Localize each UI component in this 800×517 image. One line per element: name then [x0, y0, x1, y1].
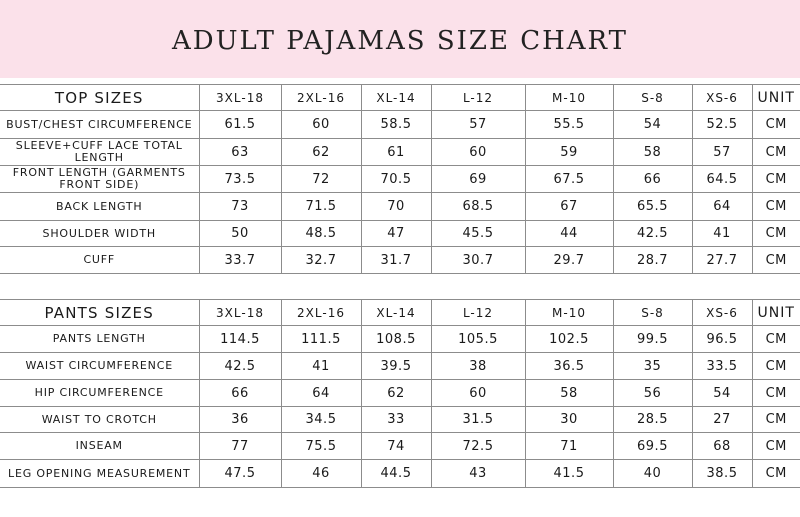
measurement-value: 66 [199, 380, 281, 407]
measurement-value: 108.5 [361, 326, 431, 353]
measurement-value: 114.5 [199, 326, 281, 353]
size-header: XL-14 [361, 300, 431, 326]
measurement-label: BUST/CHEST CIRCUMFERENCE [0, 111, 199, 139]
pants-header-label: PANTS SIZES [0, 300, 199, 326]
measurement-value: 68.5 [431, 193, 525, 221]
unit-cell: CM [752, 221, 800, 247]
measurement-value: 70 [361, 193, 431, 221]
measurement-label: INSEAM [0, 433, 199, 460]
measurement-value: 63 [199, 139, 281, 166]
measurement-value: 47 [361, 221, 431, 247]
measurement-value: 40 [613, 460, 692, 488]
unit-cell: CM [752, 433, 800, 460]
measurement-value: 68 [692, 433, 752, 460]
measurement-value: 36.5 [525, 353, 613, 380]
unit-cell: CM [752, 326, 800, 353]
measurement-value: 39.5 [361, 353, 431, 380]
measurement-value: 38 [431, 353, 525, 380]
table-row [0, 433, 800, 460]
measurement-value: 48.5 [281, 221, 361, 247]
table-row [0, 166, 800, 193]
measurement-value: 71.5 [281, 193, 361, 221]
measurement-value: 28.5 [613, 407, 692, 433]
measurement-value: 99.5 [613, 326, 692, 353]
measurement-value: 60 [431, 139, 525, 166]
measurement-value: 105.5 [431, 326, 525, 353]
size-header: XL-14 [361, 85, 431, 111]
measurement-value: 42.5 [613, 221, 692, 247]
measurement-value: 57 [692, 139, 752, 166]
measurement-label: PANTS LENGTH [0, 326, 199, 353]
measurement-value: 67 [525, 193, 613, 221]
measurement-label: FRONT LENGTH (GARMENTS FRONT SIDE) [0, 166, 199, 193]
size-header: M-10 [525, 85, 613, 111]
table-row [0, 193, 800, 221]
measurement-value: 50 [199, 221, 281, 247]
size-header: L-12 [431, 85, 525, 111]
measurement-value: 56 [613, 380, 692, 407]
measurement-value: 33.5 [692, 353, 752, 380]
unit-cell: CM [752, 193, 800, 221]
measurement-value: 72 [281, 166, 361, 193]
measurement-value: 47.5 [199, 460, 281, 488]
top-header-label: TOP SIZES [0, 85, 199, 111]
measurement-value: 45.5 [431, 221, 525, 247]
measurement-value: 71 [525, 433, 613, 460]
unit-cell: CM [752, 460, 800, 488]
measurement-value: 58.5 [361, 111, 431, 139]
measurement-value: 67.5 [525, 166, 613, 193]
measurement-value: 65.5 [613, 193, 692, 221]
measurement-value: 60 [281, 111, 361, 139]
measurement-label: SHOULDER WIDTH [0, 221, 199, 247]
measurement-value: 60 [431, 380, 525, 407]
table-row [0, 111, 800, 139]
size-header: 2XL-16 [281, 300, 361, 326]
unit-cell: CM [752, 407, 800, 433]
measurement-value: 30.7 [431, 247, 525, 274]
measurement-value: 27.7 [692, 247, 752, 274]
measurement-value: 111.5 [281, 326, 361, 353]
top-sizes-table [0, 84, 800, 274]
unit-cell: CM [752, 380, 800, 407]
measurement-value: 31.5 [431, 407, 525, 433]
measurement-value: 61 [361, 139, 431, 166]
measurement-value: 32.7 [281, 247, 361, 274]
unit-cell: CM [752, 166, 800, 193]
table-row [0, 326, 800, 353]
measurement-value: 72.5 [431, 433, 525, 460]
size-header: XS-6 [692, 300, 752, 326]
measurement-value: 62 [361, 380, 431, 407]
pants-header-row [0, 300, 800, 326]
measurement-value: 41 [281, 353, 361, 380]
measurement-value: 96.5 [692, 326, 752, 353]
measurement-value: 64.5 [692, 166, 752, 193]
size-header: 3XL-18 [199, 85, 281, 111]
measurement-value: 73 [199, 193, 281, 221]
measurement-value: 43 [431, 460, 525, 488]
measurement-value: 55.5 [525, 111, 613, 139]
measurement-label: HIP CIRCUMFERENCE [0, 380, 199, 407]
unit-cell: CM [752, 111, 800, 139]
measurement-value: 33 [361, 407, 431, 433]
measurement-value: 52.5 [692, 111, 752, 139]
measurement-label: SLEEVE+CUFF LACE TOTAL LENGTH [0, 139, 199, 166]
measurement-value: 59 [525, 139, 613, 166]
measurement-value: 57 [431, 111, 525, 139]
size-header: S-8 [613, 85, 692, 111]
measurement-value: 64 [281, 380, 361, 407]
measurement-value: 30 [525, 407, 613, 433]
table-row [0, 221, 800, 247]
unit-header: UNIT [752, 85, 800, 111]
table-row [0, 353, 800, 380]
measurement-value: 62 [281, 139, 361, 166]
measurement-value: 38.5 [692, 460, 752, 488]
measurement-value: 29.7 [525, 247, 613, 274]
measurement-label: BACK LENGTH [0, 193, 199, 221]
measurement-value: 77 [199, 433, 281, 460]
measurement-label: LEG OPENING MEASUREMENT [0, 460, 199, 488]
measurement-value: 44 [525, 221, 613, 247]
size-header: S-8 [613, 300, 692, 326]
measurement-label: WAIST CIRCUMFERENCE [0, 353, 199, 380]
size-header: M-10 [525, 300, 613, 326]
measurement-value: 42.5 [199, 353, 281, 380]
measurement-value: 70.5 [361, 166, 431, 193]
measurement-value: 54 [692, 380, 752, 407]
measurement-value: 36 [199, 407, 281, 433]
measurement-value: 73.5 [199, 166, 281, 193]
measurement-value: 41 [692, 221, 752, 247]
measurement-value: 74 [361, 433, 431, 460]
measurement-value: 102.5 [525, 326, 613, 353]
measurement-value: 54 [613, 111, 692, 139]
measurement-value: 61.5 [199, 111, 281, 139]
pants-sizes-table [0, 299, 800, 488]
size-header: XS-6 [692, 85, 752, 111]
page-title: ADULT PAJAMAS SIZE CHART [171, 26, 629, 56]
measurement-value: 44.5 [361, 460, 431, 488]
table-row [0, 380, 800, 407]
measurement-value: 75.5 [281, 433, 361, 460]
measurement-value: 69.5 [613, 433, 692, 460]
measurement-value: 46 [281, 460, 361, 488]
measurement-value: 33.7 [199, 247, 281, 274]
size-header: L-12 [431, 300, 525, 326]
table-row [0, 460, 800, 488]
top-header-row [0, 85, 800, 111]
unit-cell: CM [752, 353, 800, 380]
size-header: 2XL-16 [281, 85, 361, 111]
unit-header: UNIT [752, 300, 800, 326]
measurement-value: 27 [692, 407, 752, 433]
measurement-label: CUFF [0, 247, 199, 274]
table-row [0, 139, 800, 166]
measurement-value: 34.5 [281, 407, 361, 433]
unit-cell: CM [752, 139, 800, 166]
table-row [0, 407, 800, 433]
measurement-value: 28.7 [613, 247, 692, 274]
measurement-value: 69 [431, 166, 525, 193]
measurement-value: 66 [613, 166, 692, 193]
title-banner [0, 0, 800, 78]
size-header: 3XL-18 [199, 300, 281, 326]
measurement-value: 58 [613, 139, 692, 166]
unit-cell: CM [752, 247, 800, 274]
measurement-label: WAIST TO CROTCH [0, 407, 199, 433]
table-row [0, 247, 800, 274]
measurement-value: 41.5 [525, 460, 613, 488]
measurement-value: 64 [692, 193, 752, 221]
measurement-value: 58 [525, 380, 613, 407]
measurement-value: 31.7 [361, 247, 431, 274]
measurement-value: 35 [613, 353, 692, 380]
